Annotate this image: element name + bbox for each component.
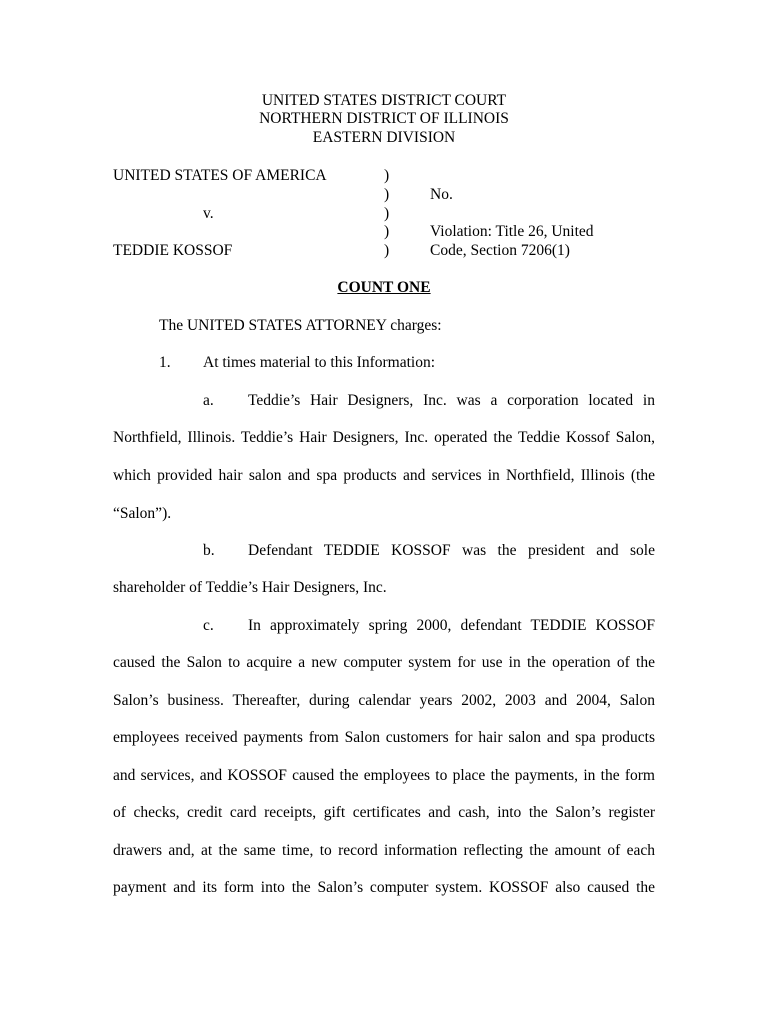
caption-paren: ) bbox=[384, 223, 390, 240]
subparagraph-c-line: drawers and, at the same time, to record information reflecting the amount of each bbox=[113, 842, 655, 859]
subparagraph-b-line: shareholder of Teddie’s Hair Designers, Inc. bbox=[113, 579, 387, 596]
case-number-label: No. bbox=[430, 186, 453, 203]
court-name: UNITED STATES DISTRICT COURT bbox=[261, 92, 507, 109]
subparagraph-label: b. bbox=[203, 542, 215, 559]
subparagraph-c-line: caused the Salon to acquire a new computer system for use in the operation of the bbox=[113, 654, 655, 671]
court-division: EASTERN DIVISION bbox=[312, 129, 456, 146]
subparagraph-b-line: Defendant TEDDIE KOSSOF was the president and sole bbox=[248, 542, 655, 559]
caption-paren: ) bbox=[384, 167, 390, 184]
subparagraph-a-line: “Salon”). bbox=[113, 505, 172, 522]
subparagraph-c-line: payment and its form into the Salon’s computer system. KOSSOF also caused the bbox=[113, 879, 655, 896]
caption-plaintiff: UNITED STATES OF AMERICA bbox=[113, 167, 327, 184]
court-district: NORTHERN DISTRICT OF ILLINOIS bbox=[259, 110, 509, 127]
subparagraph-a-line: Teddie’s Hair Designers, Inc. was a corporation located in bbox=[248, 392, 655, 409]
subparagraph-label: a. bbox=[203, 392, 214, 409]
subparagraph-a-line: Northfield, Illinois. Teddie’s Hair Designers, Inc. operated the Teddie Kossof Salon, bbox=[113, 429, 655, 446]
intro-charges: The UNITED STATES ATTORNEY charges: bbox=[159, 317, 442, 334]
violation-line-1: Violation: Title 26, United bbox=[430, 223, 594, 240]
caption-versus: v. bbox=[203, 205, 214, 222]
subparagraph-c-line: In approximately spring 2000, defendant TEDDIE KOSSOF bbox=[248, 617, 655, 634]
caption-paren: ) bbox=[384, 205, 390, 222]
subparagraph-label: c. bbox=[203, 617, 214, 634]
caption-paren: ) bbox=[384, 242, 390, 259]
paragraph-text: At times material to this Information: bbox=[203, 354, 436, 371]
subparagraph-c-line: employees received payments from Salon customers for hair salon and spa products bbox=[113, 729, 655, 746]
subparagraph-a-line: which provided hair salon and spa products and services in Northfield, Illinois (the bbox=[113, 467, 655, 484]
caption-paren: ) bbox=[384, 186, 390, 203]
paragraph-number: 1. bbox=[159, 354, 171, 371]
violation-line-2: Code, Section 7206(1) bbox=[430, 242, 570, 259]
subparagraph-c-line: Salon’s business. Thereafter, during calendar years 2002, 2003 and 2004, Salon bbox=[113, 692, 655, 709]
count-title: COUNT ONE bbox=[337, 279, 431, 296]
caption-defendant: TEDDIE KOSSOF bbox=[113, 242, 233, 259]
subparagraph-c-line: and services, and KOSSOF caused the employees to place the payments, in the form bbox=[113, 767, 655, 784]
subparagraph-c-line: of checks, credit card receipts, gift certificates and cash, into the Salon’s register bbox=[113, 804, 655, 821]
